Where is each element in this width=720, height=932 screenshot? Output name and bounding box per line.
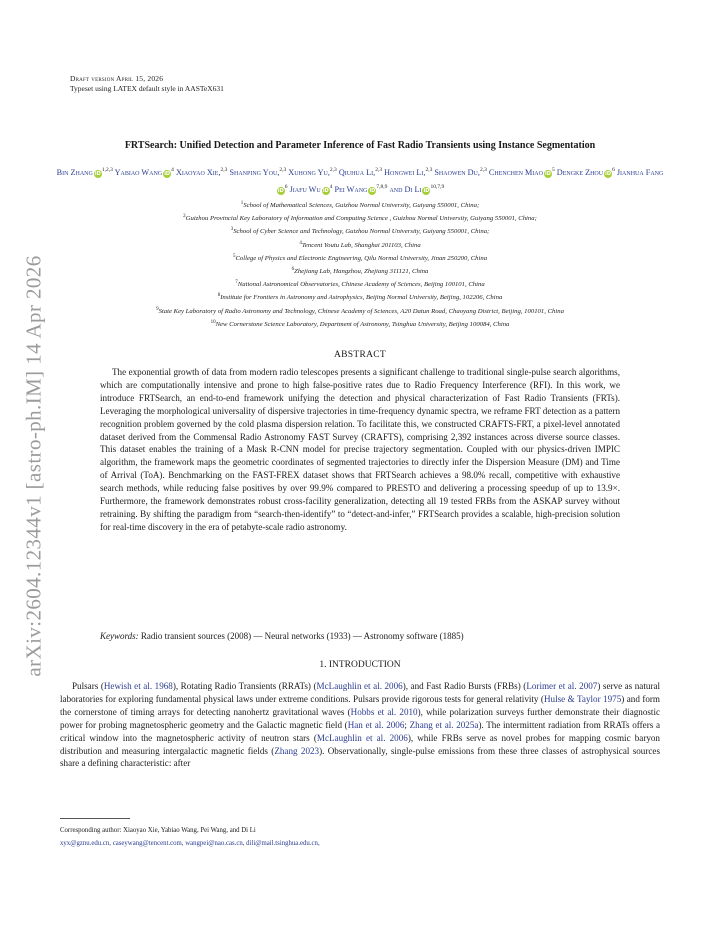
arxiv-stamp: arXiv:2604.12344v1 [astro-ph.IM] 14 Apr 2026 [21, 255, 46, 677]
author-entry [489, 168, 555, 177]
author-entry [389, 185, 444, 194]
author-name[interactable]: Bin Zhang [56, 168, 93, 177]
citation-link[interactable]: McLaughlin et al. 2006 [316, 681, 403, 691]
author-name[interactable]: Hongwei Li, [384, 168, 426, 177]
author-name[interactable]: Pei Wang [334, 185, 368, 194]
affiliation-text: Zhejiang Lab, Hangzhou, Zhejiang 311121, China [294, 268, 429, 276]
author-entry [434, 168, 486, 177]
author-affiliation-marker: 2,3 [375, 167, 383, 173]
affiliation-line [45, 211, 675, 224]
author-affiliation-marker: 2,3 [279, 167, 287, 173]
section-number: 1. [319, 660, 327, 670]
intro-text: ) and form the cornerstone of timing arrays for detecting nanohertz gravitational waves ( [60, 693, 660, 717]
intro-text: Pulsars ( [72, 681, 104, 691]
citation-link[interactable]: Hulse & Taylor 1975 [543, 693, 622, 704]
citation-link[interactable]: Hewish et al. 1968 [103, 681, 173, 691]
author-affiliation-marker: 6 [612, 167, 615, 173]
author-list [55, 163, 665, 197]
author-name[interactable]: Shaowen Du, [434, 168, 480, 177]
citation-link[interactable]: Hobbs et al. 2010 [350, 706, 418, 717]
author-name[interactable]: Xuhong Yu, [288, 168, 330, 177]
affiliation-line [45, 198, 675, 211]
intro-text: ), Rotating Radio Transients (RRATs) ( [172, 681, 317, 691]
corresponding-footnote [60, 824, 320, 850]
typeset-note: Typeset using LATEX default style in AASTeX631 [70, 84, 224, 93]
intro-text: ), while polarization surveys further demonstrate their diagnostic power for probing magnetospheric geometry and the Galactic magnetic field ( [60, 706, 661, 730]
author-entry [115, 168, 174, 177]
author-entry [229, 168, 286, 177]
affiliation-line [45, 317, 675, 330]
citation-link[interactable]: McLaughlin et al. 2006 [316, 732, 408, 743]
abstract-heading: ABSTRACT [333, 350, 387, 360]
section-heading [0, 660, 720, 670]
author-entry [339, 168, 382, 177]
intro-text: ). The intermittent radiation from RRATs offers a critical window into the magnetospheric activity of neutron stars ( [60, 719, 660, 743]
author-affiliation-marker: 2,3 [425, 167, 433, 173]
affiliation-text: National Astronomical Observatories, Chinese Academy of Sciences, Beijing 100101, China [237, 281, 485, 289]
author-affiliation-marker: 4 [329, 184, 333, 190]
affiliation-line [45, 224, 675, 237]
affiliation-text: Tencent Youtu Lab, Shanghai 201103, China [301, 241, 421, 249]
affiliation-number: 1 [240, 201, 244, 206]
orcid-icon[interactable]: iD [605, 171, 612, 177]
affiliation-line [45, 304, 675, 317]
citation-link[interactable]: Han et al. 2006 [347, 719, 405, 730]
author-name[interactable]: and Di Li [389, 185, 422, 194]
author-entry [288, 168, 337, 177]
author-affiliation-marker: 10,7,9 [430, 184, 445, 190]
affiliation-number: 7 [235, 280, 238, 286]
affiliation-number: 8 [217, 293, 221, 299]
affiliation-number: 10 [210, 319, 216, 325]
corresponding-names: Xiaoyao Xie, Yabiao Wang, Pei Wang, and Di Li [123, 827, 256, 834]
affiliation-line [45, 251, 675, 264]
affiliation-number: 5 [232, 253, 236, 259]
intro-text: ; [404, 719, 410, 730]
author-name[interactable]: Shanping You, [229, 168, 280, 177]
author-name[interactable]: Xiaoyao Xie, [175, 168, 221, 177]
affiliation-line [45, 238, 675, 251]
author-affiliation-marker: 5 [551, 167, 555, 173]
draft-header [70, 74, 224, 94]
author-affiliation-marker: 6 [284, 184, 288, 190]
affiliation-text: School of Mathematical Sciences, Guizhou Normal University, Guiyang 550001, China; [243, 202, 480, 209]
author-affiliation-marker: 1,2,3 [101, 167, 113, 173]
author-entry [335, 185, 388, 194]
citation-link[interactable]: Zhang et al. 2025a [409, 719, 479, 730]
author-name[interactable]: Dengke Zhou [556, 168, 604, 177]
affiliation-number: 9 [156, 306, 159, 312]
section-title: INTRODUCTION [328, 660, 401, 670]
affiliation-text: New Cornerstone Science Laboratory, Department of Astronomy, Tsinghua University, Beijing 100084, China [215, 320, 510, 328]
affiliation-text: State Key Laboratory of Radio Astronomy and Technology, Chinese Academy of Sciences, A20 Datun Road, Chaoyang District, Beijing, 100101, China [158, 307, 564, 315]
citation-link[interactable]: Lorimer et al. 2007 [526, 681, 598, 691]
author-affiliation-marker: 2,3 [479, 167, 487, 173]
affiliation-text: School of Cyber Science and Technology, Guizhou Normal University, Guiyang 550001, China; [233, 228, 490, 236]
author-entry [557, 168, 615, 177]
affiliation-text: College of Physics and Electronic Engineering, Qilu Normal University, Jinan 250200, China [235, 254, 488, 262]
introduction-paragraph [60, 680, 660, 770]
affiliation-line [45, 290, 675, 303]
author-affiliation-marker: 2,3 [220, 167, 228, 173]
author-affiliation-marker: 2,3 [329, 167, 337, 173]
corresponding-label: Corresponding author: [60, 827, 122, 834]
orcid-icon[interactable]: iD [94, 171, 101, 177]
affiliation-list [45, 198, 675, 330]
affiliation-number: 3 [230, 227, 234, 233]
citation-link[interactable]: Zhang 2023 [274, 745, 320, 756]
keywords-label: Keywords: [100, 631, 139, 641]
abstract-text: The exponential growth of data from modern radio telescopes presents a significant challenge to traditional single-pulse search algorithms, which are computationally intensive and prone to high false-positive rates due to Radio Frequency Interference (RFI). In this work, we introduce FRTSearch, an end-to-end framework unifying the detection and physical characterization of Fast Radio Transients (FRTs). Leveraging the morphological universality of dispersive trajectories in time-frequency dynamic spectra, we reframe FRT detection as a pattern recognition problem governed by the cold plasma dispersion relation. To facilitate this, we constructed CRAFTS-FRT, a pixel-level annotated dataset derived from the Commensal Radio Astronomy FAST Survey (CRAFTS), comprising 2,392 instances across diverse source classes. This dataset enables the training of a Mask R-CNN model for precise trajectory segmentation. Coupled with our physics-driven IMPIC algorithm, the framework maps the geometric coordinates of segmented trajectories to directly infer the Dispersion Measure (DM) and Time of Arrival (ToA). Benchmarking on the FAST-FREX dataset shows that FRTSearch achieves a 98.0% recall, competitive with exhaustive search methods, while reducing false positives by over 99.9% compared to PRESTO and delivering a processing speedup of up to 13.9×. Furthermore, the framework demonstrates robust cross-facility generalization, detecting all 19 tested FRBs from the ASKAP survey without retraining. By shifting the paradigm from “search-then-identify” to “detect-and-infer,” FRTSearch provides a scalable, high-precision solution for real-time discovery in the era of petabyte-scale radio astronomy. [100, 367, 620, 532]
author-entry [290, 185, 333, 194]
affiliation-line [45, 277, 675, 290]
author-name[interactable]: Chenchen Miao [488, 168, 543, 177]
orcid-icon[interactable]: iD [164, 171, 171, 177]
draft-version: Draft version April 15, 2026 [70, 74, 164, 83]
author-entry [176, 168, 227, 177]
keywords [100, 631, 620, 641]
orcid-icon[interactable]: iD [322, 188, 329, 194]
author-name[interactable]: Jiafu Wu [289, 185, 321, 194]
author-entry [384, 168, 432, 177]
author-name[interactable]: Qiuhua Li, [338, 168, 376, 177]
author-affiliation-marker: 4 [171, 167, 174, 173]
affiliation-text: Institute for Frontiers in Astronomy and Astrophysics, Beijing Normal University, Beijing, 102206, China [220, 294, 503, 302]
author-name[interactable]: Yabiao Wang [114, 168, 163, 177]
orcid-icon[interactable]: iD [277, 188, 284, 194]
affiliation-number: 4 [299, 240, 302, 246]
orcid-icon[interactable]: iD [369, 188, 376, 194]
intro-text: ). Observationally, single-pulse emissions from these three classes of astrophysical sources share a defining characteristic: after [60, 745, 660, 769]
affiliation-line [45, 264, 675, 277]
author-entry [57, 168, 113, 177]
keywords-text: Radio transient sources (2008) — Neural networks (1933) — Astronomy software (1885) [140, 631, 464, 641]
affiliation-text: Guizhou Provincial Key Laboratory of Information and Computing Science , Guizhou Normal University, Guiyang 550001, China; [185, 215, 537, 223]
orcid-icon[interactable]: iD [545, 171, 551, 177]
paper-title: FRTSearch: Unified Detection and Parameter Inference of Fast Radio Transients using Instance Segmentation [124, 140, 596, 151]
intro-text: ) serve as natural laboratories for exploring fundamental physical laws under extreme conditions. Pulsars provide rigorous tests for general relativity ( [60, 681, 661, 704]
affiliation-number: 2 [183, 214, 186, 220]
affiliation-number: 6 [291, 267, 295, 273]
footnote-rule [60, 818, 130, 819]
corresponding-emails[interactable]: xyx@gznu.edu.cn, caseywang@tencent.com, wangpei@nao.cas.cn, dili@mail.tsinghua.edu.cn, [60, 840, 320, 847]
intro-text: ), while FRBs serve as novel probes for mapping cosmic baryon distribution and measuring intergalactic magnetic fields ( [60, 732, 660, 756]
orcid-icon[interactable]: iD [423, 188, 430, 194]
author-name[interactable]: Jianhua Fang [616, 168, 664, 177]
author-affiliation-marker: 7,8,9 [376, 184, 388, 190]
intro-text: ), and Fast Radio Bursts (FRBs) ( [402, 681, 527, 691]
